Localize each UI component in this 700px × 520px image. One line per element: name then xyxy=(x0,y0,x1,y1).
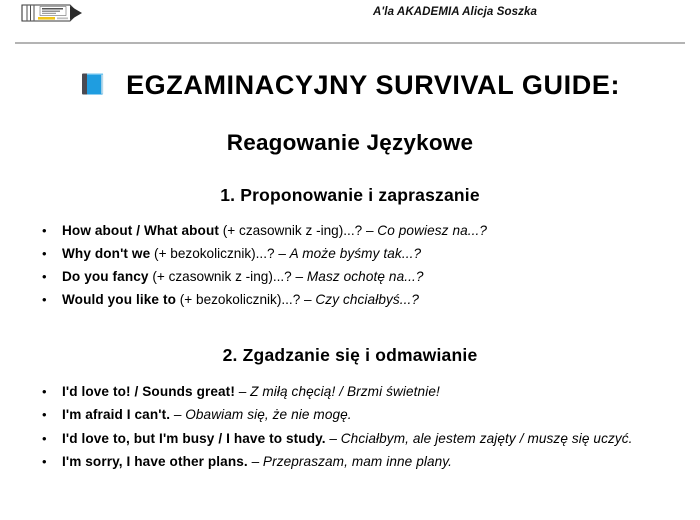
section-zgadzanie xyxy=(0,312,700,473)
separator-dash: – xyxy=(251,453,263,469)
grammar-note-before: (+ bezokolicznik)...? xyxy=(175,292,305,308)
polish-translation: Czy chciałbyś...? xyxy=(315,292,420,308)
bullet-icon: • xyxy=(42,407,47,423)
grammar-note-before: (+ czasownik z xyxy=(148,269,246,285)
separator-dash: – xyxy=(238,384,251,400)
bullet-icon: • xyxy=(42,269,47,285)
separator-dash: – xyxy=(304,292,316,308)
bullet-icon: • xyxy=(42,384,47,400)
english-phrase: How about / What about xyxy=(62,223,219,238)
grammar-note-italic: -ing xyxy=(316,223,339,238)
list-item xyxy=(42,451,670,474)
page-header xyxy=(0,0,700,30)
section-proponowanie xyxy=(0,156,700,312)
list-item xyxy=(42,243,670,266)
grammar-note-after: )...? xyxy=(338,223,366,238)
separator-dash: – xyxy=(278,246,290,262)
separator-dash: – xyxy=(365,223,378,238)
polish-translation: A może byśmy tak...? xyxy=(289,246,422,262)
grammar-note-after: )...? xyxy=(268,269,296,285)
english-phrase: I'd love to! / Sounds great! xyxy=(62,384,235,400)
grammar-note-italic: -ing xyxy=(245,269,269,285)
english-phrase: Would you like to xyxy=(62,292,176,308)
english-phrase: Why don't we xyxy=(62,246,151,262)
separator-dash: – xyxy=(295,269,307,285)
bullet-icon: • xyxy=(42,453,47,469)
blue-book-icon xyxy=(80,71,106,104)
section-1-heading: 1. Proponowanie i zapraszanie xyxy=(220,185,480,205)
header-title: A'la AKADEMIA Alicja Soszka xyxy=(373,6,537,18)
list-item xyxy=(42,266,670,289)
phrase-list-2 xyxy=(0,366,700,473)
list-item xyxy=(42,289,670,312)
bullet-icon: • xyxy=(42,223,47,238)
english-phrase: I'd love to, but I'm busy / I have to study. xyxy=(62,430,326,446)
polish-translation: Co powiesz na...? xyxy=(377,223,488,238)
header-divider xyxy=(15,42,685,44)
polish-translation: Masz ochotę na...? xyxy=(306,269,424,285)
english-phrase: I'm afraid I can't. xyxy=(62,407,171,423)
list-item xyxy=(42,381,670,404)
polish-translation: Przepraszam, mam inne plany. xyxy=(262,453,453,469)
polish-translation: Obawiam się, że nie mogę. xyxy=(185,407,352,423)
grammar-note-before: (+ czasownik z xyxy=(219,223,317,238)
list-item xyxy=(42,404,670,427)
section-2-heading: 2. Zgadzanie się i odmawianie xyxy=(222,345,478,366)
list-item xyxy=(42,220,670,243)
phrase-list-1 xyxy=(0,206,700,312)
bullet-icon: • xyxy=(42,430,47,446)
separator-dash: – xyxy=(173,407,186,423)
english-phrase: I'm sorry, I have other plans. xyxy=(62,453,248,469)
list-item xyxy=(42,428,670,451)
page-title-text: EGZAMINACYJNY SURVIVAL GUIDE: xyxy=(126,70,621,100)
english-phrase: Do you fancy xyxy=(62,269,149,285)
page-subtitle: Reagowanie Językowe xyxy=(226,130,474,155)
bullet-icon: • xyxy=(42,292,47,308)
bullet-icon: • xyxy=(42,246,47,262)
polish-translation: Chciałbym, ale jestem zajęty / muszę się uczyć. xyxy=(340,430,633,446)
polish-translation: Z miłą chęcią! / Brzmi świetnie! xyxy=(250,384,440,400)
grammar-note-before: (+ bezokolicznik)...? xyxy=(150,246,279,262)
separator-dash: – xyxy=(329,430,341,446)
